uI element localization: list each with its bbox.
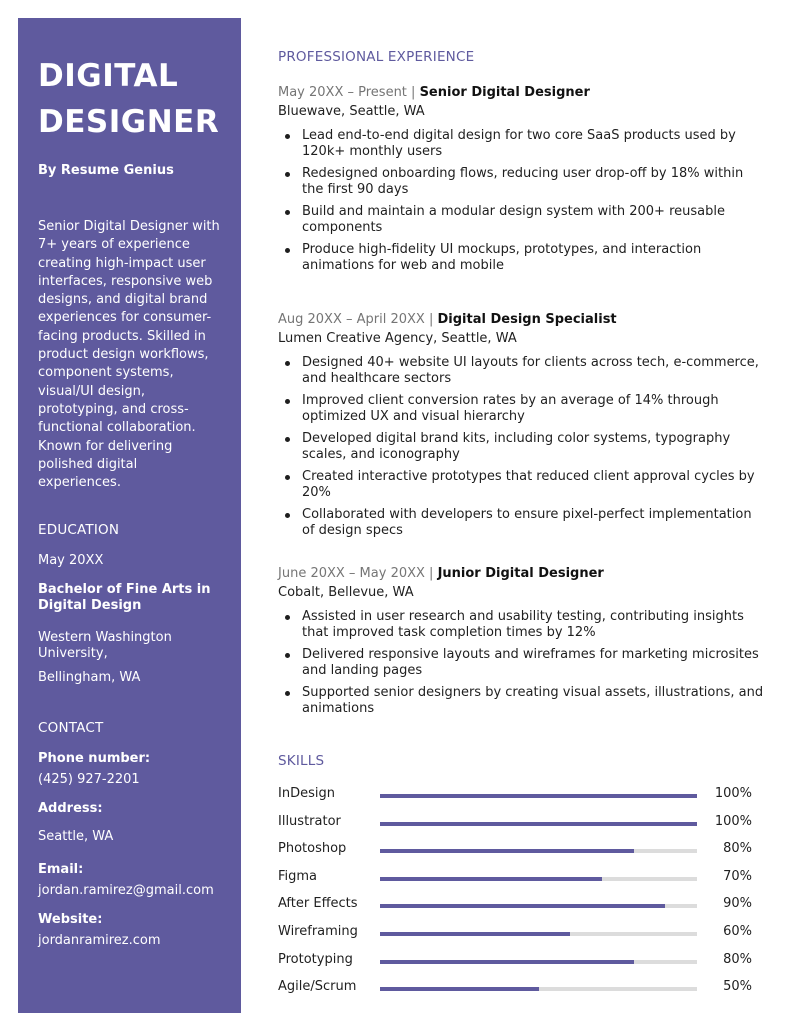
list-item: Collaborated with developers to ensure pixel-perfect implementation of design specs <box>278 507 768 539</box>
job-bullets <box>278 355 768 539</box>
job-dates: May 20XX – Present | <box>278 85 416 100</box>
phone-label: Phone number: <box>38 751 151 767</box>
education-degree: Bachelor of Fine Arts in Digital Design <box>38 581 211 614</box>
skill-name: Wireframing <box>278 924 358 939</box>
job-title: Senior Digital Designer <box>419 85 590 100</box>
skill-percent: 80% <box>723 841 752 857</box>
education-location: Bellingham, WA <box>38 669 141 685</box>
address-label: Address: <box>38 801 103 817</box>
skill-name: Photoshop <box>278 841 347 857</box>
website-value: jordanramirez.com <box>38 932 161 948</box>
job-bullets <box>278 609 768 717</box>
summary: Senior Digital Designer with 7+ years of experience creating high-impact user interfaces, responsive web designs, and digital brand experiences for consumer-facing products. Skilled in product design workflows, component systems, visual/UI design, prototyping, and cross-functional collaboration. Known for delivering polished digital experiences. <box>38 219 220 491</box>
skill-bar-track <box>380 932 697 936</box>
website-label: Website: <box>38 912 103 928</box>
job-dates: Aug 20XX – April 20XX | <box>278 312 434 327</box>
name-line-2: DESIGNER <box>38 104 220 140</box>
address-value: Seattle, WA <box>38 828 114 844</box>
skill-bar-track <box>380 987 697 991</box>
education-school: Western Washington University, <box>38 629 172 662</box>
skill-row <box>278 869 768 889</box>
skill-bar-fill <box>380 877 602 881</box>
job-header <box>278 566 768 581</box>
name-line-1: DIGITAL <box>38 58 179 94</box>
job-company: Lumen Creative Agency, Seattle, WA <box>278 331 517 346</box>
skill-percent: 100% <box>714 813 752 829</box>
education-heading: EDUCATION <box>38 522 120 539</box>
job-title: Digital Design Specialist <box>437 312 617 327</box>
skill-bar-track <box>380 822 697 826</box>
skill-name: Prototyping <box>278 951 353 967</box>
skill-row <box>278 814 768 834</box>
list-item: Assisted in user research and usability testing, contributing insights that improved task completion times by 12% <box>278 609 768 641</box>
skill-row <box>278 896 768 916</box>
skill-row <box>278 952 768 972</box>
skill-percent: 60% <box>723 924 752 939</box>
skill-name: Figma <box>278 868 318 884</box>
skill-bar-fill <box>380 849 634 853</box>
job-entry <box>278 566 768 723</box>
job-header <box>278 85 768 100</box>
skill-name: InDesign <box>278 786 335 801</box>
list-item: Supported senior designers by creating visual assets, illustrations, and animations <box>278 685 768 717</box>
contact-heading: CONTACT <box>38 720 104 737</box>
job-header <box>278 312 768 327</box>
skill-row <box>278 979 768 999</box>
job-entry <box>278 85 768 280</box>
phone-value: (425) 927-2201 <box>38 771 140 787</box>
skill-name: After Effects <box>278 896 358 912</box>
skill-percent: 90% <box>723 896 752 912</box>
skill-bar-fill <box>380 794 697 798</box>
skill-percent: 100% <box>714 786 752 801</box>
skill-bar-fill <box>380 904 665 908</box>
job-dates: June 20XX – May 20XX | <box>278 566 434 581</box>
skills-heading: SKILLS <box>278 753 325 769</box>
skill-bar-fill <box>380 960 634 964</box>
skill-bar-track <box>380 794 697 798</box>
skill-row <box>278 786 768 806</box>
skill-percent: 80% <box>723 951 752 967</box>
list-item: Created interactive prototypes that reduced client approval cycles by 20% <box>278 469 768 501</box>
job-bullets <box>278 128 768 274</box>
skill-bar-fill <box>380 932 570 936</box>
skill-percent: 70% <box>723 868 752 884</box>
skill-bar-fill <box>380 822 697 826</box>
skill-bar-track <box>380 877 697 881</box>
job-title: Junior Digital Designer <box>437 566 604 581</box>
email-label: Email: <box>38 862 84 878</box>
list-item: Improved client conversion rates by an average of 14% through optimized UX and visual hierarchy <box>278 393 768 425</box>
skill-name: Illustrator <box>278 813 341 829</box>
job-company: Bluewave, Seattle, WA <box>278 104 425 119</box>
list-item: Lead end-to-end digital design for two core SaaS products used by 120k+ monthly users <box>278 128 768 160</box>
education-date: May 20XX <box>38 553 104 569</box>
skill-bar-track <box>380 849 697 853</box>
job-entry <box>278 312 768 545</box>
sidebar <box>18 18 241 1013</box>
list-item: Developed digital brand kits, including color systems, typography scales, and iconography <box>278 431 768 463</box>
skill-bar-track <box>380 904 697 908</box>
skill-bar-track <box>380 960 697 964</box>
byline: By Resume Genius <box>38 163 174 178</box>
skill-bar-fill <box>380 987 539 991</box>
skill-name: Agile/Scrum <box>278 979 357 995</box>
list-item: Designed 40+ website UI layouts for clients across tech, e-commerce, and healthcare sectors <box>278 355 768 387</box>
skill-percent: 50% <box>723 979 752 995</box>
skill-row <box>278 841 768 861</box>
job-company: Cobalt, Bellevue, WA <box>278 585 414 600</box>
list-item: Delivered responsive layouts and wireframes for marketing microsites and landing pages <box>278 647 768 679</box>
list-item: Build and maintain a modular design system with 200+ reusable components <box>278 204 768 236</box>
experience-heading: PROFESSIONAL EXPERIENCE <box>278 49 475 65</box>
skill-row <box>278 924 768 944</box>
list-item: Produce high-fidelity UI mockups, prototypes, and interaction animations for web and mobile <box>278 242 768 274</box>
name-title <box>38 53 223 145</box>
list-item: Redesigned onboarding flows, reducing user drop-off by 18% within the first 90 days <box>278 166 768 198</box>
email-value: jordan.ramirez@gmail.com <box>38 882 214 898</box>
